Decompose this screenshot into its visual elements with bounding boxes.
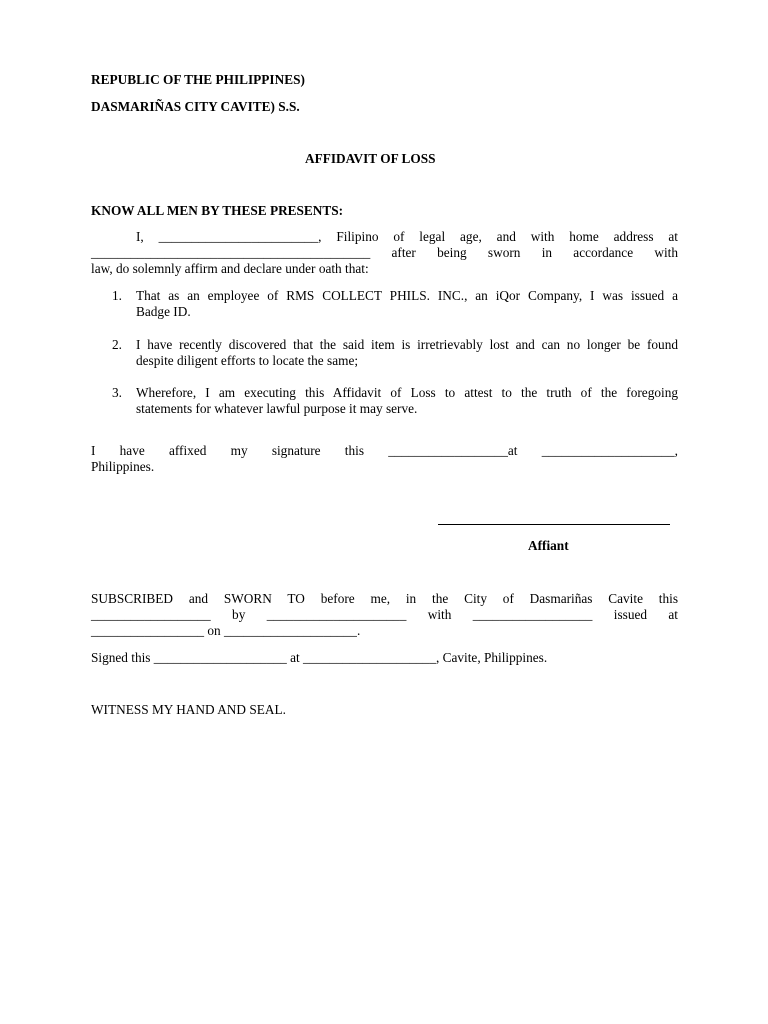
item-line-1: Wherefore, I am executing this Affidavit of Loss to attest to the truth of the foregoing bbox=[136, 385, 678, 400]
list-item bbox=[136, 288, 678, 320]
item-line-2: despite diligent efforts to locate the same; bbox=[136, 353, 359, 368]
signature-para-line-1: I have affixed my signature this __________________at ____________________, bbox=[91, 443, 678, 458]
jurat-line-2: __________________ by _____________________ with __________________ issued at bbox=[91, 607, 678, 622]
document-title: AFFIDAVIT OF LOSS bbox=[305, 151, 436, 166]
item-number: 2. bbox=[112, 337, 122, 352]
item-number: 1. bbox=[112, 288, 122, 303]
list-item bbox=[136, 337, 678, 369]
intro-line-3: law, do solemnly affirm and declare under oath that: bbox=[91, 261, 369, 276]
header-city: DASMARIÑAS CITY CAVITE) S.S. bbox=[91, 99, 300, 114]
signature-para-line-2: Philippines. bbox=[91, 459, 155, 474]
intro-line-2: __________________________________________ after being sworn in accordance with bbox=[91, 245, 678, 260]
list-item bbox=[136, 385, 678, 417]
affiant-signature-line bbox=[438, 524, 670, 525]
item-line-2: Badge ID. bbox=[136, 304, 191, 319]
affiant-label: Affiant bbox=[528, 538, 569, 553]
jurat-line-3: _________________ on ____________________. bbox=[91, 623, 361, 638]
header-republic: REPUBLIC OF THE PHILIPPINES) bbox=[91, 72, 305, 87]
know-all-heading: KNOW ALL MEN BY THESE PRESENTS: bbox=[91, 203, 344, 218]
item-number: 3. bbox=[112, 385, 122, 400]
intro-line-1: I, ________________________, Filipino of legal age, and with home address at bbox=[136, 229, 678, 244]
signed-line: Signed this ____________________ at ____________________, Cavite, Philippines. bbox=[91, 650, 548, 665]
witness-line: WITNESS MY HAND AND SEAL. bbox=[91, 702, 286, 717]
item-line-1: That as an employee of RMS COLLECT PHILS. INC., an iQor Company, I was issued a bbox=[136, 288, 678, 303]
item-line-2: statements for whatever lawful purpose it may serve. bbox=[136, 401, 418, 416]
jurat-line-1: SUBSCRIBED and SWORN TO before me, in the City of Dasmariñas Cavite this bbox=[91, 591, 678, 606]
item-line-1: I have recently discovered that the said item is irretrievably lost and can no longer be found bbox=[136, 337, 678, 352]
